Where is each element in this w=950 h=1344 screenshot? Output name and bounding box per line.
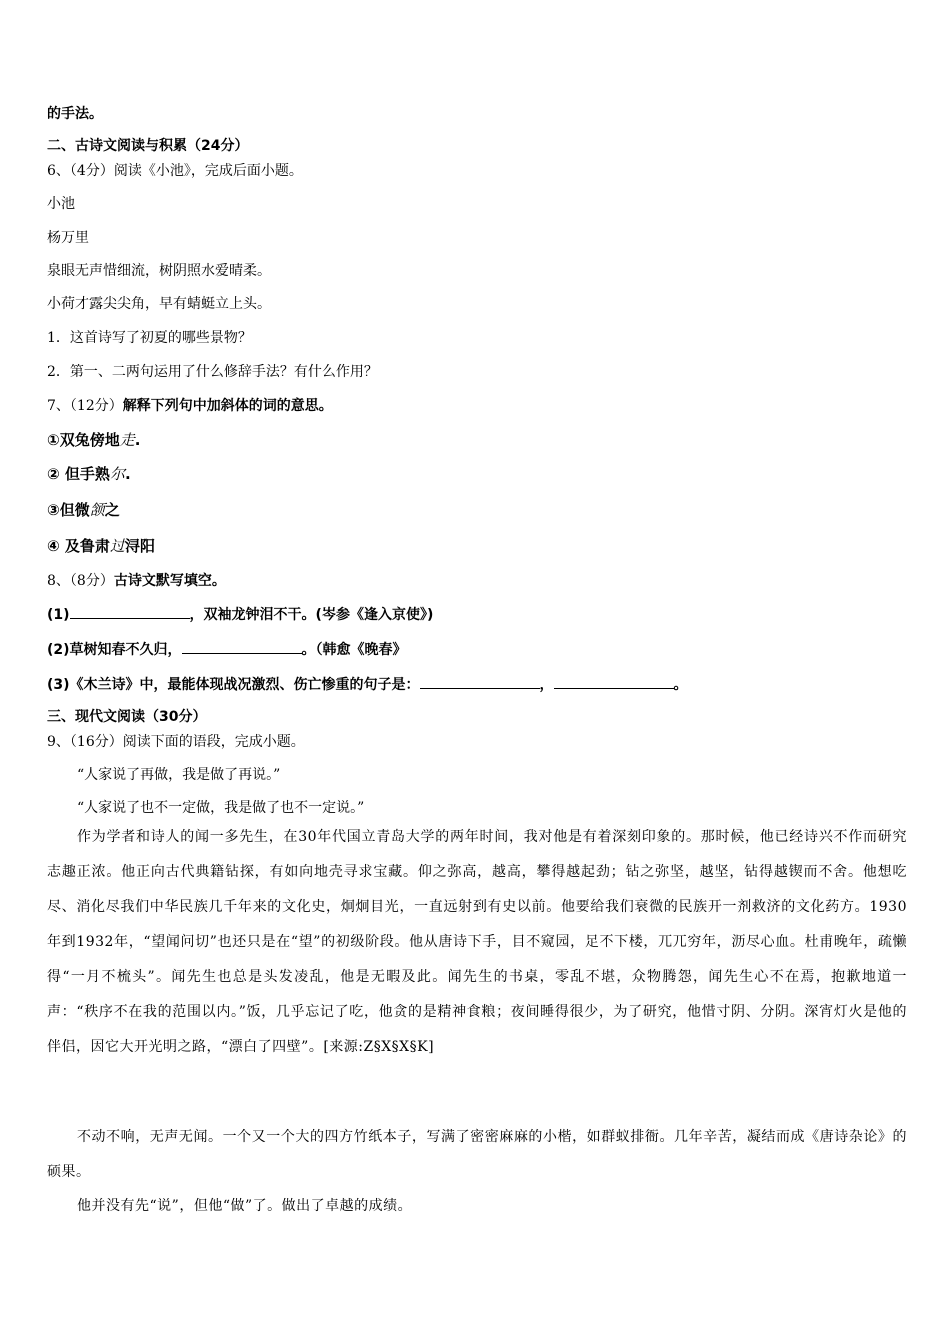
fill-blank[interactable] <box>70 604 190 619</box>
fill-blank[interactable] <box>182 639 302 654</box>
q8-line3-c: 。 <box>673 677 688 693</box>
section3-heading: 三、现代文阅读（30分） <box>47 709 207 725</box>
q8-line-2 <box>47 639 407 660</box>
paragraph-2: 不动不响，无声无闻。一个又一个大的四方竹纸本子，写满了密密麻麻的小楷，如群蚁排衙。几年辛苦，凝结而成《唐诗杂论》的硕果。 <box>47 1129 907 1180</box>
q6-sub1: 1．这首诗写了初夏的哪些景物？ <box>47 330 252 346</box>
q7-item-2-before: ② 但手熟 <box>47 465 110 483</box>
top-fragment: 的手法。 <box>47 106 103 122</box>
quote-2: “人家说了也不一定做，我是做了也不一定说。” <box>77 800 365 816</box>
poem-author: 杨万里 <box>47 230 89 246</box>
section2-heading: 二、古诗文阅读与积累（24分） <box>47 138 249 154</box>
q8-line-1 <box>47 604 433 625</box>
poem-line-2: 小荷才露尖尖角，早有蜻蜓立上头。 <box>47 296 271 312</box>
poem-line-1: 泉眼无声惜细流，树阴照水爱晴柔。 <box>47 263 271 279</box>
q7-item-2-emph: 尔 <box>109 465 125 483</box>
q8-line3-b: ， <box>539 677 554 693</box>
q9-stem: 9、（16分）阅读下面的语段，完成小题。 <box>47 734 305 750</box>
q7-item-3-emph: 颔 <box>89 501 105 519</box>
q7-item-1-before: ①双兔傍地 <box>47 431 120 449</box>
q8-stem-bold: 古诗文默写填空。 <box>113 573 226 589</box>
q7-item-4 <box>47 536 155 556</box>
q6-sub2: 2．第一、二两句运用了什么修辞手法？有什么作用？ <box>47 364 378 380</box>
q7-stem <box>47 396 333 416</box>
paragraph-1: 作为学者和诗人的闻一多先生，在30年代国立青岛大学的两年时间，我对他是有着深刻印象的。那时候，他已经诗兴不作而研究志趣正浓。他正向古代典籍钻探，有如向地壳寻求宝藏。仰之弥高，越高，攀得越起劲；钻之弥坚，越坚，钻得越锲而不舍。他想吃尽、消化尽我们中华民族几千年来的文化史，炯炯目光，一直远射到有史以前。他要给我们衰微的民族开一剂救济的文化药方。1930年到1932年，“望闻问切”也还只是在“望”的初级阶段。他从唐诗下手，目不窥园，足不下楼，兀兀穷年，沥尽心血。杜甫晚年，疏懒得“一月不梳头”。闻先生也总是头发凌乱，他是无暇及此。闻先生的书桌，零乱不堪，众物腾怨，闻先生心不在焉，抱歉地道一声：“秩序不在我的范围以内。”饭，几乎忘记了吃，他贪的是精神食粮；夜间睡得很少，为了研究，他惜寸阴、分阴。深宵灯火是他的伴侣，因它大开光明之路，“漂白了四壁”。[来源:Z§X§X§K] <box>47 829 907 1055</box>
q7-stem-prefix: 7、（12分） <box>47 398 123 414</box>
q6-stem: 6、（4分）阅读《小池》，完成后面小题。 <box>47 163 303 179</box>
q7-item-1 <box>47 430 139 450</box>
quote-1: “人家说了再做，我是做了再说。” <box>77 767 281 783</box>
q8-line-3 <box>47 674 688 695</box>
fill-blank[interactable] <box>554 674 674 689</box>
q7-item-3-after: 之 <box>104 501 120 519</box>
q7-item-1-emph: 走 <box>119 431 135 449</box>
q7-item-4-before: ④ 及鲁肃 <box>47 537 110 555</box>
fill-blank[interactable] <box>420 674 540 689</box>
q7-stem-bold: 解释下列句中加斜体的词的意思。 <box>122 398 333 414</box>
q7-item-4-after: 浔阳 <box>124 537 155 555</box>
poem-title: 小池 <box>47 196 75 212</box>
q7-item-3 <box>47 500 120 520</box>
dot-mark: . <box>124 465 131 483</box>
q8-stem <box>47 571 226 591</box>
q8-line2-a: (2)草树知春不久归， <box>47 642 182 658</box>
q8-line3-a: (3)《木兰诗》中，最能体现战况激烈、伤亡惨重的句子是： <box>47 677 420 693</box>
q8-line2-b: 。（韩愈《晚春》 <box>301 642 407 658</box>
q8-line1-b: ，双袖龙钟泪不干。(岑参《逢入京使》) <box>189 607 434 623</box>
q8-stem-prefix: 8、（8分） <box>47 573 114 589</box>
dot-mark: . <box>134 431 141 449</box>
q7-item-4-emph: 过 <box>109 537 125 555</box>
paragraph-3: 他并没有先“说”，但他“做”了。做出了卓越的成绩。 <box>77 1198 413 1214</box>
q8-line1-a: (1) <box>47 607 70 623</box>
q7-item-3-before: ③但微 <box>47 501 90 519</box>
q7-item-2 <box>47 464 129 484</box>
